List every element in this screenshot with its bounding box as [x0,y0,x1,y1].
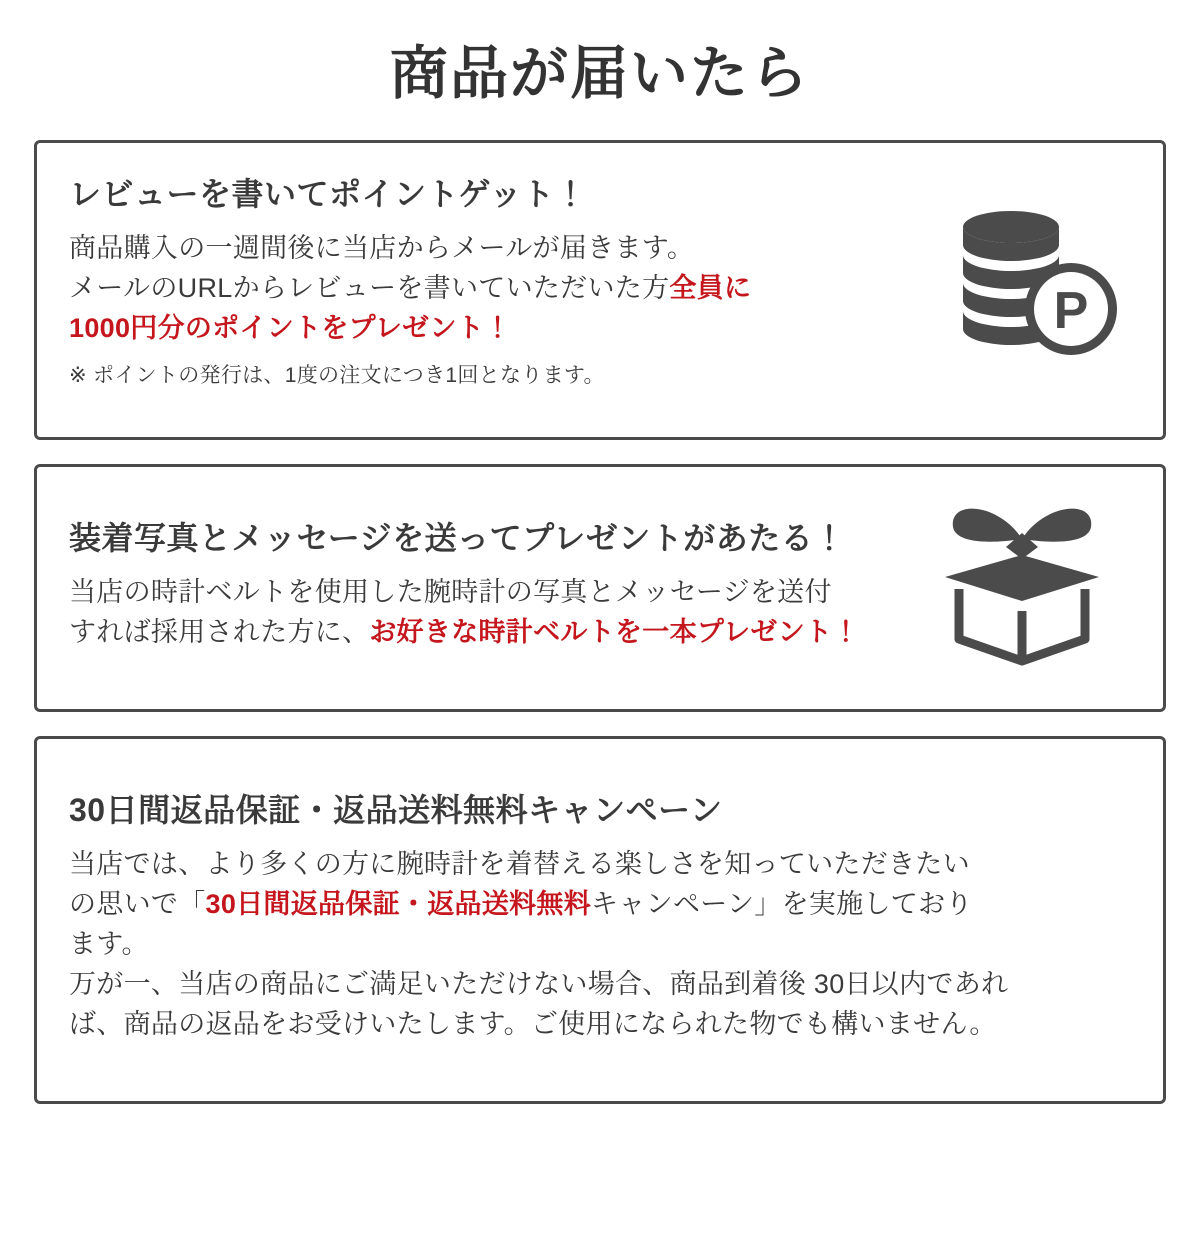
card-return-guarantee-line2 [69,885,1131,925]
coin-stack-point-icon [943,205,1123,365]
page-title: 商品が届いたら [389,41,810,106]
card-review-points-line2-emphasis: 全員に [669,273,752,304]
svg-text:P: P [1053,281,1089,340]
card-photo-message-present [34,464,1166,712]
card-return-guarantee-line1: 当店では、より多くの方に腕時計を着替える楽しさを知っていただきたい [69,849,970,880]
card-return-guarantee-line4: 万が一、当店の商品にご満足いただけない場合、商品到着後 30日以内であれ [69,969,1009,1000]
card-return-guarantee-heading: 30日間返品保証・返品送料無料キャンペーン [69,791,723,828]
card-return-guarantee-line3: ます。 [69,929,149,960]
card-photo-message-heading: 装着写真とメッセージを送ってプレゼントがあたる！ [69,519,846,556]
card-review-points-line3: 1000円分のポイントをプレゼント！ [69,313,512,344]
card-review-points-body [69,229,969,349]
card-review-points-line2 [69,269,969,309]
card-return-guarantee-body [69,845,1131,1045]
card-return-guarantee [34,736,1166,1104]
gift-box-icon [927,493,1117,673]
promo-page [0,42,1200,1242]
card-review-points [34,140,1166,440]
card-review-points-line2-plain: メールのURLからレビューを書いていただいた方 [69,273,670,304]
card-return-guarantee-line2-plain-a: の思いで「 [69,889,206,920]
card-review-points-heading: レビューを書いてポイントゲット！ [69,175,588,212]
card-photo-message-line1: 当店の時計ベルトを使用した腕時計の写真とメッセージを送付 [69,577,832,608]
card-return-guarantee-line5: ば、商品の返品をお受けいたします。ご使用になられた物でも構いません。 [69,1009,997,1039]
card-photo-message-line2-plain: すれば採用された方に、 [69,617,370,648]
card-review-points-note: ※ ポイントの発行は、1度の注文につき1回となります。 [69,364,605,388]
card-review-points-line1: 商品購入の一週間後に当店からメールが届きます。 [69,233,695,264]
card-photo-message-line2-emphasis: お好きな時計ベルトを一本プレゼント！ [369,617,860,648]
card-return-guarantee-line2-emphasis: 30日間返品保証・返品送料無料 [205,889,592,920]
card-return-guarantee-line2-plain-b: キャンペーン」を実施しており [591,889,973,920]
